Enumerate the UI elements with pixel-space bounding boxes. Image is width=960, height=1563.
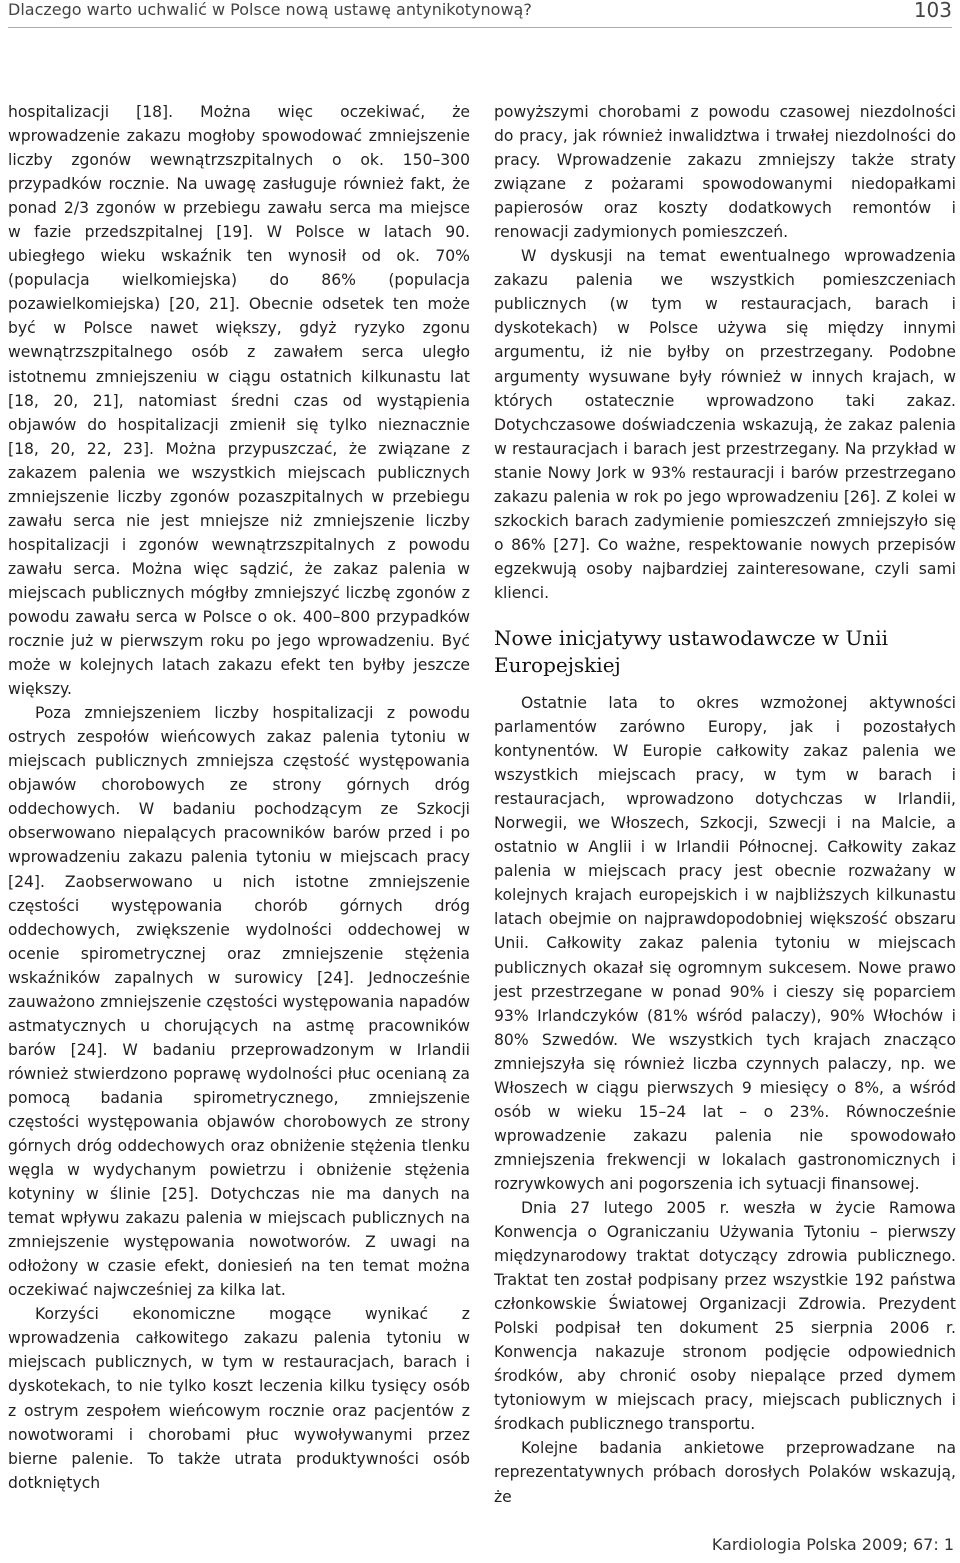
journal-citation: Kardiologia Polska 2009; 67: 1 (711, 1535, 954, 1554)
paragraph: W dyskusji na temat ewentualnego wprowadzenia zakazu palenia we wszystkich pomieszczeniach publicznych (w tym w restauracjach, barach i dyskotekach) w Polsce używa się między innymi argumentu, iż nie byłby on przestrzegany. Podobne argumenty wysuwane były również w innych krajach, w których ostatecznie wprowadzono taki zakaz. Dotychczasowe doświadczenia wskazują, że zakaz palenia w restauracjach i barach jest przestrzegany. Na przykład w stanie Nowy Jork w 93% restauracji i barów przestrzegano zakazu palenia w rok po jego wprowadzeniu [26]. Z kolei w szkockich barach zadymienie pomieszczeń zmniejszyło się o 86% [27]. Co ważne, respektowanie nowych przepisów egzekwują osoby najbardziej zainteresowane, czyli sami klienci. (494, 247, 956, 602)
right-column (494, 100, 956, 1509)
paragraph: Ostatnie lata to okres wzmożonej aktywności parlamentów zarówno Europy, jak i pozostałych kontynentów. W Europie całkowity zakaz palenia we wszystkich miejscach pracy, w tym w barach i restauracjach, wprowadzono dotychczas w Irlandii, Norwegii, we Włoszech, Szkocji, Szwecji i na Malcie, a ostatnio w Anglii i w Irlandii Północnej. Całkowity zakaz palenia w miejscach pracy jest obecnie rozważany w kolejnych krajach europejskich i w najbliższych kilkunastu latach obejmie on najprawdopodobniej większość obszaru Unii. Całkowity zakaz palenia tytoniu w miejscach publicznych okazał się ogromnym sukcesem. Nowe prawo jest przestrzegane w ponad 90% i cieszy się poparciem 93% Irlandczyków (81% wśród palaczy), 90% Włochów i 80% Szwedów. We wszystkich tych krajach znacząco zmniejszyła się również liczba czynnych palaczy, np. we Włoszech w ciągu pierwszych 9 miesięcy o 8%, a wśród osób w wieku 15–24 lat – o 23%. Równocześnie wprowadzenie zakazu palenia nie spowodowało zmniejszenia frekwencji w lokalach gastronomicznych i rozrywkowych ani pogorszenia ich sytuacji finansowej. (494, 693, 956, 1193)
paragraph: Kolejne badania ankietowe przeprowadzane na reprezentatywnych próbach dorosłych Polaków wskazują, że (494, 1439, 956, 1506)
header-divider (8, 27, 952, 28)
paragraph: Korzyści ekonomiczne mogące wynikać z wprowadzenia całkowitego zakazu palenia tytoniu w miejscach publicznych, w tym w restauracjach, barach i dyskotekach, to nie tylko koszt leczenia kilku tysięcy osób z ostrym zespołem wieńcowym rocznie oraz pacjentów z nowotworami i chorobami płuc wywoływanymi przez bierne palenie. To także utrata produktywności osób dotkniętych (8, 1305, 470, 1492)
paragraph: Poza zmniejszeniem liczby hospitalizacji z powodu ostrych zespołów wieńcowych zakaz palenia tytoniu w miejscach publicznych zmniejsza częstość występowania objawów chorobowych ze strony górnych dróg oddechowych. W badaniu pochodzącym ze Szkocji obserwowano niepalących pracowników barów przed i po wprowadzeniu zakazu palenia tytoniu w miejscach pracy [24]. Zaobserwowano u nich istotne zmniejszenie częstości występowania chorób górnych dróg oddechowych, zwiększenie wydolności oddechowej w ocenie spirometrycznej oraz zmniejszenie stężenia wskaźników zapalnych w surowicy [24]. Jednocześnie zauważono zmniejszenie częstości występowania napadów astmatycznych u chorujących na astmę pracowników barów [24]. W badaniu przeprowadzonym w Irlandii również stwierdzono poprawę wydolności płuc ocenianą za pomocą badania spirometrycznego, zmniejszenie częstości występowania objawów chorobowych ze strony górnych dróg oddechowych oraz obniżenie stężenia tlenku węgla w wydychanym powietrzu i obniżenie stężenia kotyniny w ślinie [25]. Dotychczas nie ma danych na temat wpływu zakazu palenia w miejscach publicznych na zmniejszenie występowania nowotworów. Z uwagi na odłożony w czasie efekt, doniesień na ten temat można oczekiwać najwcześniej za kilka lat. (8, 704, 470, 1300)
page-number: 103 (913, 0, 952, 22)
running-head (8, 0, 952, 30)
running-head-title: Dlaczego warto uchwalić w Polsce nową ustawę antynikotynową? (8, 0, 532, 19)
left-column (8, 100, 470, 1495)
section-heading: Nowe inicjatywy ustawodawcze w Unii Europejskiej (494, 625, 889, 677)
paragraph: powyższymi chorobami z powodu czasowej niezdolności do pracy, jak również inwalidztwa i trwałej niezdolności do pracy. Wprowadzenie zakazu zmniejszy także straty związane z pożarami spowodowanymi niedopałkami papierosów oraz koszty dodatkowych remontów i renowacji zadymionych pomieszczeń. (494, 103, 956, 242)
paragraph: hospitalizacji [18]. Można więc oczekiwać, że wprowadzenie zakazu mogłoby spowodować zmniejszenie liczby zgonów wewnątrzszpitalnych o ok. 150–300 przypadków rocznie. Na uwagę zasługuje również fakt, że ponad 2/3 zgonów w przebiegu zawału serca ma miejsce w fazie przedszpitalnej [19]. W Polsce w latach 90. ubiegłego wieku wskaźnik ten wynosił od ok. 70% (populacja wielkomiejska) do 86% (populacja pozawielkomiejska) [20, 21]. Obecnie odsetek ten może być w Polsce nawet większy, gdyż ryzyko zgonu wewnątrzszpitalnego osób z zawałem serca uległo istotnemu zmniejszeniu w ciągu ostatnich kilkunastu lat [18, 20, 21], natomiast średni czas od wystąpienia objawów do hospitalizacji zmienił się tylko nieznacznie [18, 20, 22, 23]. Można przypuszczać, że związane z zakazem palenia we wszystkich miejscach publicznych zmniejszenie liczby zgonów pozaszpitalnych w przebiegu zawału serca nie jest mniejsze niż zmniejszenie liczby hospitalizacji i zgonów wewnątrzszpitalnych z powodu zawału serca. Można więc sądzić, że zakaz palenia w miejscach publicznych mógłby zmniejszyć liczbę zgonów z powodu zawału serca w Polsce o ok. 400–800 przypadków rocznie już w pierwszym roku po jego wprowadzeniu. Być może w kolejnych latach zakazu efekt ten byłby jeszcze większy. (8, 103, 470, 699)
paragraph: Dnia 27 lutego 2005 r. weszła w życie Ramowa Konwencja o Ograniczaniu Używania Tytoniu – pierwszy międzynarodowy traktat dotyczący zdrowia publicznego. Traktat ten został podpisany przez wszystkie 192 państwa członkowskie Światowej Organizacji Zdrowia. Prezydent Polski podpisał ten dokument 25 sierpnia 2006 r. Konwencja nakazuje stronom podjęcie odpowiednich środków, aby chronić osoby niepalące przed dymem tytoniowym w miejscach pracy, miejscach publicznych i środkach publicznego transportu. (494, 1198, 956, 1434)
